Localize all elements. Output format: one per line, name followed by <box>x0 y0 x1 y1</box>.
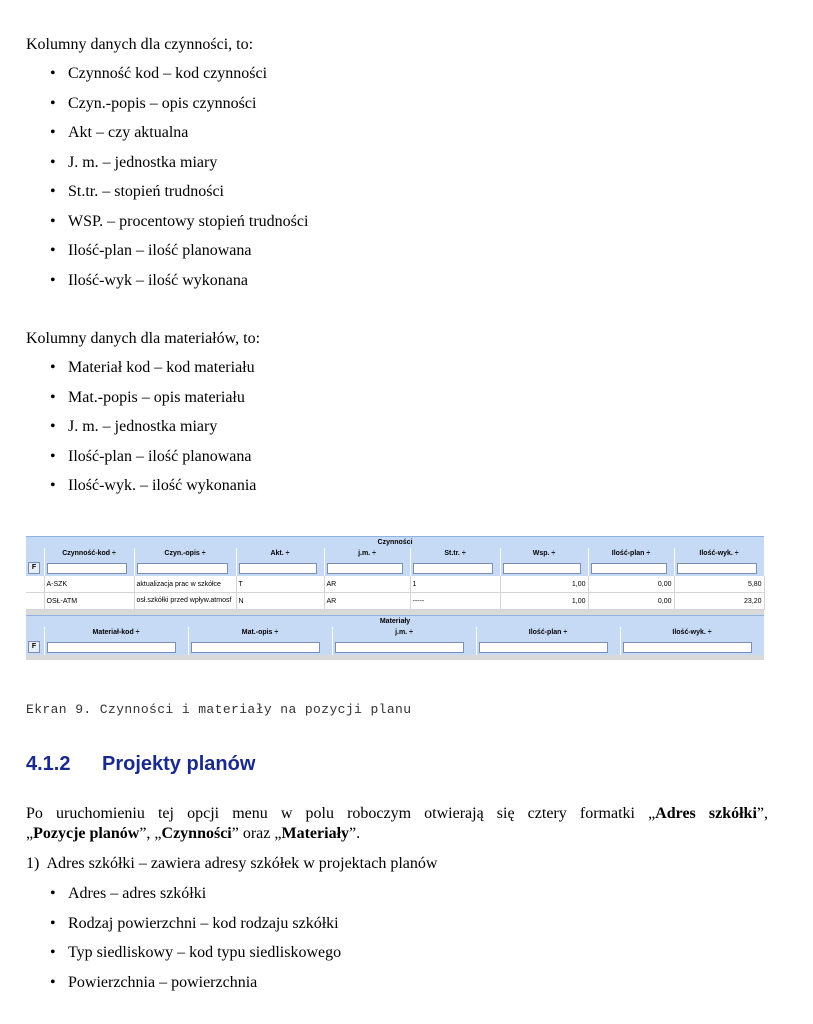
text-run: ” oraz „ <box>231 825 282 842</box>
list-item: • Ilość-plan – ilość planowana <box>0 241 308 271</box>
text-run: ”, <box>756 805 769 822</box>
table-cell: 0,00 <box>588 576 674 593</box>
filter-input-planned-qty[interactable] <box>479 642 609 653</box>
activities-table <box>26 536 765 615</box>
table-cell <box>26 593 44 610</box>
filter-input-activity-description[interactable] <box>137 563 228 574</box>
filter-cell <box>588 560 674 576</box>
header-spacer <box>26 548 44 560</box>
table-cell: 1 <box>410 576 500 593</box>
header-spacer <box>26 627 44 639</box>
table-cell: 1,00 <box>500 576 588 593</box>
table-cell: 0,00 <box>588 593 674 610</box>
column-header-planned-qty[interactable]: Ilość-plan ÷ <box>476 627 620 639</box>
filter-input-material-description[interactable] <box>191 642 321 653</box>
address-columns-list <box>0 884 341 1002</box>
table-row[interactable] <box>26 593 764 610</box>
table-cell: AR <box>324 576 410 593</box>
table-cell: AR <box>324 593 410 610</box>
materials-table <box>26 615 765 660</box>
list-item: • J. m. – jednostka miary <box>0 153 308 183</box>
filter-cell <box>26 639 44 655</box>
table-cell: 1,00 <box>500 593 588 610</box>
filter-cell <box>332 639 476 655</box>
list-item: • J. m. – jednostka miary <box>0 417 256 447</box>
filter-cell <box>476 639 620 655</box>
table-footer <box>26 655 764 660</box>
section-title: Projekty planów <box>102 753 256 775</box>
table-cell: A-SZK <box>44 576 134 593</box>
embedded-screenshot <box>26 536 764 660</box>
filter-input-unit[interactable] <box>327 563 404 574</box>
table-cell: N <box>236 593 324 610</box>
list-item: • Typ siedliskowy – kod typu siedliskowego <box>0 943 341 973</box>
bold-term: Czynności <box>161 825 232 842</box>
filter-button[interactable]: F <box>28 641 40 653</box>
intro-paragraph-line-1 <box>26 802 768 826</box>
filter-cell <box>188 639 332 655</box>
list-item: • St.tr. – stopień trudności <box>0 182 308 212</box>
filter-cell <box>410 560 500 576</box>
list-item: • Adres – adres szkółki <box>0 884 341 914</box>
filter-input-planned-qty[interactable] <box>591 563 668 574</box>
column-header-activity-description[interactable]: Czyn.-opis ÷ <box>134 548 236 560</box>
column-header-coefficient[interactable]: Wsp. ÷ <box>500 548 588 560</box>
text-run: ”. <box>349 825 361 842</box>
column-header-done-qty[interactable]: Ilość-wyk. ÷ <box>674 548 764 560</box>
table-cell: 5,80 <box>674 576 764 593</box>
column-header-unit[interactable]: j.m. ÷ <box>332 627 476 639</box>
filter-cell <box>236 560 324 576</box>
filter-input-current[interactable] <box>239 563 317 574</box>
column-header-difficulty[interactable]: St.tr. ÷ <box>410 548 500 560</box>
text-run: ”, „ <box>139 825 162 842</box>
column-header-activity-code[interactable]: Czynność-kod ÷ <box>44 548 134 560</box>
filter-input-done-qty[interactable] <box>623 642 753 653</box>
list-item: • WSP. – procentowy stopień trudności <box>0 212 308 242</box>
materials-table-title: Materiały <box>26 616 764 628</box>
table-cell: ----- <box>410 593 500 610</box>
text-run: „ <box>26 825 34 842</box>
list-item: • Akt – czy aktualna <box>0 123 308 153</box>
filter-input-unit[interactable] <box>335 642 465 653</box>
table-cell: osł.szkółki przed wpływ.atmosf <box>134 593 236 610</box>
filter-input-coefficient[interactable] <box>503 563 581 574</box>
filter-cell <box>44 639 188 655</box>
table-cell: T <box>236 576 324 593</box>
list-item: • Czyn.-popis – opis czynności <box>0 94 308 124</box>
table-row[interactable] <box>26 576 764 593</box>
filter-input-done-qty[interactable] <box>677 563 757 574</box>
bold-term: Pozycje planów <box>33 825 140 842</box>
filter-input-activity-code[interactable] <box>47 563 127 574</box>
column-header-done-qty[interactable]: Ilość-wyk. ÷ <box>620 627 764 639</box>
list-item: • Ilość-wyk – ilość wykonana <box>0 271 308 301</box>
list-item: • Mat.-popis – opis materiału <box>0 388 256 418</box>
section-number: 4.1.2 <box>26 753 71 775</box>
materials-columns-list <box>0 358 256 506</box>
section-heading <box>26 753 255 776</box>
table-cell: OSŁ-ATM <box>44 593 134 610</box>
column-header-material-code[interactable]: Materiał-kod ÷ <box>44 627 188 639</box>
list-item: • Powierzchnia – powierzchnia <box>0 973 341 1003</box>
list-item: • Rodzaj powierzchni – kod rodzaju szkółki <box>0 914 341 944</box>
filter-cell <box>674 560 764 576</box>
figure-caption: Ekran 9. Czynności i materiały na pozycji planu <box>26 702 412 717</box>
text-run: Po uruchomieniu tej opcji menu w polu roboczym otwierają się cztery formatki „ <box>26 805 656 822</box>
numbered-list-item: 1) Adres szkółki – zawiera adresy szkółek w projektach planów <box>26 855 438 872</box>
column-header-material-description[interactable]: Mat.-opis ÷ <box>188 627 332 639</box>
activities-columns-intro: Kolumny danych dla czynności, to: <box>26 36 254 53</box>
filter-cell <box>620 639 764 655</box>
materials-columns-intro: Kolumny danych dla materiałów, to: <box>26 330 261 347</box>
list-item: • Ilość-wyk. – ilość wykonania <box>0 476 256 506</box>
filter-cell <box>324 560 410 576</box>
filter-cell <box>26 560 44 576</box>
table-cell: aktualizacja prac w szkółce <box>134 576 236 593</box>
column-header-current[interactable]: Akt. ÷ <box>236 548 324 560</box>
filter-cell <box>134 560 236 576</box>
filter-button[interactable]: F <box>28 562 40 574</box>
column-header-planned-qty[interactable]: Ilość-plan ÷ <box>588 548 674 560</box>
list-item: • Materiał kod – kod materiału <box>0 358 256 388</box>
filter-cell <box>500 560 588 576</box>
activities-table-title: Czynności <box>26 537 764 549</box>
bold-term: Adres szkółki <box>655 805 757 822</box>
list-item: • Ilość-plan – ilość planowana <box>0 447 256 477</box>
filter-input-difficulty[interactable] <box>413 563 493 574</box>
filter-cell <box>44 560 134 576</box>
activities-columns-list <box>0 64 308 300</box>
intro-paragraph-line-2 <box>26 824 360 844</box>
list-item: • Czynność kod – kod czynności <box>0 64 308 94</box>
table-cell <box>26 576 44 593</box>
column-header-unit[interactable]: j.m. ÷ <box>324 548 410 560</box>
table-cell: 23,20 <box>674 593 764 610</box>
filter-input-material-code[interactable] <box>47 642 177 653</box>
bold-term: Materiały <box>281 825 350 842</box>
